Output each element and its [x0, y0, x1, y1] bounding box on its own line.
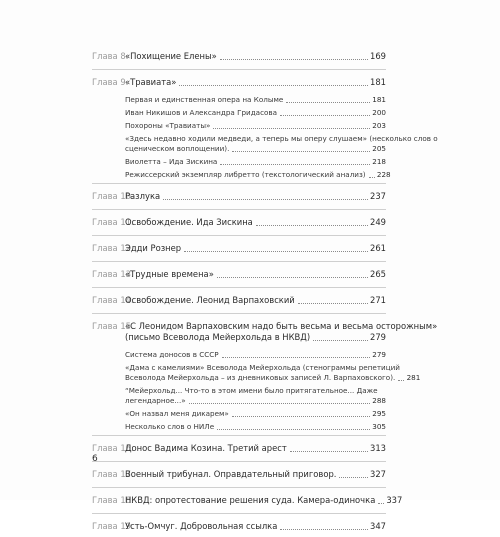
chapter-label: Глава 8.	[92, 51, 129, 61]
page-number: 313	[370, 443, 386, 453]
dot-leader	[398, 379, 404, 381]
page-number: 205	[372, 143, 386, 153]
section-title: Первая и единственная опера на Колыме	[125, 94, 284, 104]
table-of-contents	[92, 46, 438, 537]
dot-leader	[256, 224, 368, 226]
chapter-title: Эдди Рознер	[125, 243, 182, 253]
divider	[92, 313, 386, 314]
dot-leader	[286, 101, 370, 103]
page-number: 281	[406, 372, 421, 382]
toc-chapter-10[interactable]	[92, 186, 386, 207]
dot-leader	[222, 356, 370, 358]
chapter-label: Глава 11.	[92, 217, 134, 227]
section-title-line-2: сценическом воплощении).	[125, 143, 230, 153]
dot-leader	[369, 176, 375, 178]
toc-section[interactable]	[92, 132, 438, 155]
toc-section[interactable]	[92, 420, 386, 433]
divider	[92, 261, 386, 262]
toc-chapter-14[interactable]	[92, 290, 386, 311]
dot-leader	[298, 302, 368, 304]
section-title-line-1: «Здесь недавно ходили медведи, а теперь мы оперу слушаем» (несколько слов о	[125, 133, 438, 143]
page-number: 200	[372, 107, 386, 117]
toc-section[interactable]	[92, 407, 386, 420]
toc-chapter-15[interactable]	[92, 316, 438, 348]
chapter-title: Освобождение. Ида Зискина	[125, 217, 253, 227]
toc-chapter-19[interactable]	[92, 516, 386, 537]
chapter-label: Глава 17.	[92, 469, 134, 479]
divider	[92, 183, 386, 184]
dot-leader	[184, 250, 368, 252]
dot-leader	[232, 150, 370, 152]
chapter-title: Военный трибунал. Оправдательный приговор.	[125, 469, 337, 479]
toc-section[interactable]	[92, 168, 391, 181]
section-title-line-1: «Дама с камелиями» Всеволода Мейерхольда (стенограммы репетиций	[125, 362, 400, 372]
page-number: 218	[372, 156, 386, 166]
divider	[92, 235, 386, 236]
chapter-title: «Трудные времена»	[125, 269, 214, 279]
section-title: Режиссерский экземпляр либретто (текстологический анализ)	[125, 169, 366, 179]
divider	[92, 287, 386, 288]
dot-leader	[280, 528, 368, 530]
divider	[92, 209, 386, 210]
toc-chapter-11[interactable]	[92, 212, 386, 233]
toc-chapter-8[interactable]	[92, 46, 386, 67]
chapter-title-line-2: (письмо Всеволода Мейерхольда в НКВД)	[125, 332, 311, 342]
chapter-title: Разлука	[125, 191, 161, 201]
chapter-title: «Похищение Елены»	[125, 51, 217, 61]
page-number: 237	[370, 191, 386, 201]
page-number: 305	[372, 421, 386, 431]
section-title: Система доносов в СССР	[125, 349, 219, 359]
section-title-line-2: Всеволода Мейерхольда – из дневниковых записей Л. Варпаховского).	[125, 372, 396, 382]
page-number: 169	[370, 51, 386, 61]
divider	[92, 461, 386, 462]
page-number: 203	[372, 120, 386, 130]
chapter-label: Глава 10.	[92, 191, 134, 201]
chapter-title-line-1: «С Леонидом Варпаховским надо быть весьма и весьма осторожным»	[125, 321, 438, 331]
dot-leader	[163, 198, 368, 200]
page-number: 181	[372, 94, 386, 104]
chapter-label: Глава 13.	[92, 269, 134, 279]
section-title: Виолетта – Ида Зискина	[125, 156, 218, 166]
divider	[92, 513, 386, 514]
dot-leader	[220, 58, 368, 60]
page-number-footer: 6	[92, 454, 98, 464]
dot-leader	[313, 339, 368, 341]
dot-leader	[232, 415, 370, 417]
toc-chapter-18[interactable]	[92, 490, 403, 511]
chapter-title: Усть-Омчуг. Добровольная ссылка	[125, 521, 278, 531]
toc-section[interactable]	[92, 384, 386, 407]
page-number: 347	[370, 521, 386, 531]
toc-section[interactable]	[92, 155, 386, 168]
page-number: 271	[370, 295, 386, 305]
page-number: 279	[372, 349, 386, 359]
section-title: Иван Никишов и Александра Гридасова	[125, 107, 278, 117]
dot-leader	[339, 476, 368, 478]
chapter-title: Донос Вадима Козина. Третий арест	[125, 443, 287, 453]
toc-chapter-16[interactable]	[92, 438, 386, 459]
dot-leader	[378, 502, 384, 504]
chapter-label: Глава 9.	[92, 77, 129, 87]
dot-leader	[280, 114, 370, 116]
page-number: 295	[372, 408, 386, 418]
toc-chapter-12[interactable]	[92, 238, 386, 259]
chapter-label: Глава 12.	[92, 243, 134, 253]
dot-leader	[217, 428, 370, 430]
dot-leader	[220, 163, 370, 165]
chapter-title: НКВД: опротестование решения суда. Камера-одиночка	[125, 495, 376, 505]
divider	[92, 487, 386, 488]
toc-chapter-13[interactable]	[92, 264, 386, 285]
toc-section[interactable]	[92, 348, 386, 361]
toc-chapter-9[interactable]	[92, 72, 386, 93]
dot-leader	[217, 276, 368, 278]
dot-leader	[290, 450, 368, 452]
chapter-title: Освобождение. Леонид Варпаховский	[125, 295, 295, 305]
dot-leader	[213, 127, 370, 129]
page-number: 249	[370, 217, 386, 227]
divider	[92, 69, 386, 70]
section-title-line-2: легендарное...»	[125, 395, 186, 405]
section-title: «Он назвал меня дикарем»	[125, 408, 229, 418]
toc-section[interactable]	[92, 106, 386, 119]
chapter-label: Глава 16.	[92, 443, 134, 453]
dot-leader	[189, 402, 370, 404]
toc-section[interactable]	[92, 119, 386, 132]
page-number: 279	[370, 332, 386, 342]
chapter-label: Глава 14.	[92, 295, 134, 305]
section-title: Несколько слов о НИЛе	[125, 421, 215, 431]
toc-section[interactable]	[92, 93, 386, 106]
page-number: 288	[372, 395, 386, 405]
chapter-label: Глава 18.	[92, 495, 134, 505]
page-number: 337	[386, 495, 403, 505]
chapter-title: «Травиата»	[125, 77, 177, 87]
divider	[92, 435, 386, 436]
section-title-line-1: “Мейерхольд... Что-то в этом имени было притягательное... Даже	[125, 385, 378, 395]
page-number: 228	[376, 169, 391, 179]
section-title: Похороны «Травиаты»	[125, 120, 211, 130]
toc-chapter-17[interactable]	[92, 464, 386, 485]
toc-section[interactable]	[92, 361, 421, 384]
page-number: 181	[370, 77, 386, 87]
page-number: 265	[370, 269, 386, 279]
page-number: 327	[370, 469, 386, 479]
chapter-label: Глава 15.	[92, 321, 134, 331]
dot-leader	[179, 84, 368, 86]
page-number: 261	[370, 243, 386, 253]
chapter-label: Глава 19.	[92, 521, 134, 531]
